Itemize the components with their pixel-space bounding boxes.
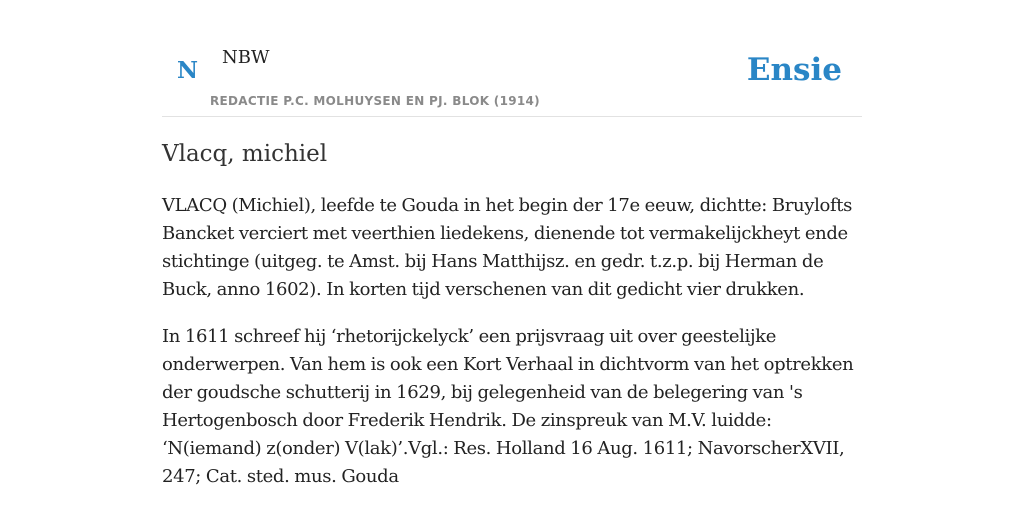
source-name[interactable]: NBW bbox=[222, 47, 270, 68]
article-paragraph: VLACQ (Michiel), leefde te Gouda in het begin der 17e eeuw, dichtte: Bruylofts Bancket verciert met veerthien liedekens, dienende tot vermakelijckheyt ende stichtinge (uitgeg. te Amst. bij Hans Matthijsz. en gedr. t.z.p. bij Herman de Buck, anno 1602). In korten tijd verschenen van dit gedicht vier drukken. bbox=[162, 195, 853, 300]
brand-logo[interactable]: Ensie bbox=[746, 52, 842, 88]
article-paragraph: In 1611 schreef hij ‘rhetorijckelyck’ een prijsvraag uit over geestelijke onderwerpen. Van hem is ook een Kort Verhaal in dichtvorm van het optrekken der goudsche schutterij in 1629, bij gelegenheid van de belegering van 's Hertogenbosch door Frederik Hendrik. De zinspreuk van M.V. luidde: ‘N(iemand) z(onder) V(lak)’.Vgl.: Res. Holland 16 Aug. 1611; NavorscherXVII, 247; Cat. sted. mus. Gouda bbox=[162, 326, 854, 487]
article-title: Vlacq, michiel bbox=[162, 141, 328, 167]
source-editors: REDACTIE P.C. MOLHUYSEN EN PJ. BLOK (1914) bbox=[210, 94, 540, 108]
source-logo[interactable]: N bbox=[177, 57, 199, 84]
article-body bbox=[162, 192, 862, 510]
header bbox=[162, 0, 862, 117]
